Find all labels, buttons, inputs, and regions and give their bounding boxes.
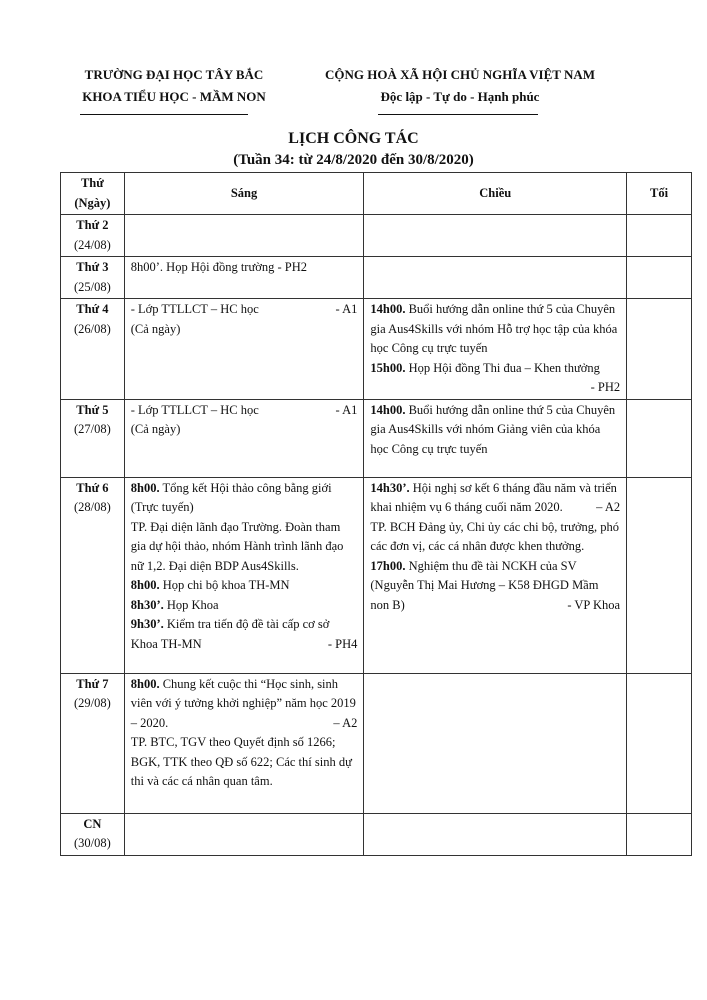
organization-block bbox=[64, 64, 284, 108]
entry-text: Nghiệm thu đề tài NCKH của SV (Nguyễn Thị Mai Hương – K58 ĐHGD Mầm non B) bbox=[370, 558, 599, 612]
entry-time: 14h30’. bbox=[370, 480, 410, 495]
afternoon-cell bbox=[364, 257, 627, 299]
day-cell bbox=[61, 477, 125, 673]
evening-cell bbox=[627, 257, 692, 299]
evening-cell bbox=[627, 813, 692, 855]
schedule-entry bbox=[131, 576, 358, 596]
entry-text: Hội nghị sơ kết 6 tháng đầu năm và triển khai nhiệm vụ 6 tháng cuối năm 2020. bbox=[370, 480, 617, 514]
schedule-entry bbox=[131, 733, 358, 792]
day-cell bbox=[61, 399, 125, 477]
day-name: Thứ 7 bbox=[76, 676, 109, 691]
country-name: CỘNG HOÀ XÃ HỘI CHỦ NGHĨA VIỆT NAM bbox=[324, 67, 596, 82]
day-date: (30/08) bbox=[73, 836, 111, 850]
entry-time: 9h30’. bbox=[130, 617, 164, 631]
day-cell bbox=[61, 673, 125, 813]
schedule-row bbox=[61, 257, 692, 299]
day-date: (29/08) bbox=[73, 696, 111, 710]
schedule-entry bbox=[370, 401, 620, 460]
schedule-row bbox=[61, 215, 692, 257]
university-name: TRƯỜNG ĐẠI HỌC TÂY BẮC bbox=[84, 67, 264, 82]
entry-time: 8h00. bbox=[130, 676, 160, 691]
entry-time: 8h00. bbox=[130, 480, 160, 495]
column-header-morning: Sáng bbox=[124, 173, 364, 215]
day-cell bbox=[61, 257, 125, 299]
day-header-label: Thứ bbox=[80, 176, 104, 190]
evening-cell bbox=[627, 477, 692, 673]
afternoon-cell bbox=[364, 399, 627, 477]
entry-text: Họp Hội đồng Thi đua – Khen thưởng bbox=[405, 360, 600, 375]
divider-right bbox=[378, 114, 538, 115]
evening-cell bbox=[627, 399, 692, 477]
morning-cell bbox=[124, 673, 364, 813]
day-date: (24/08) bbox=[73, 237, 111, 252]
schedule-entry bbox=[131, 675, 358, 734]
morning-cell bbox=[124, 813, 364, 855]
entry-text: Tổng kết Hội thảo công bằng giới (Trực tuyến) bbox=[130, 480, 332, 514]
document-header bbox=[0, 64, 707, 124]
day-name: Thứ 4 bbox=[76, 302, 109, 316]
entry-text: Họp chi bộ khoa TH-MN bbox=[159, 578, 290, 592]
morning-cell bbox=[124, 215, 364, 257]
day-date: (25/08) bbox=[73, 279, 111, 294]
schedule-entry bbox=[131, 420, 358, 440]
morning-cell bbox=[124, 299, 364, 400]
schedule-entry bbox=[131, 258, 358, 278]
entry-location: – A2 bbox=[333, 715, 358, 730]
schedule-entry bbox=[131, 596, 358, 616]
entry-location: - PH2 bbox=[590, 380, 621, 394]
entry-time: 14h00. bbox=[370, 302, 406, 316]
day-name: Thứ 2 bbox=[76, 218, 109, 232]
entry-time: 14h00. bbox=[370, 402, 406, 417]
entry-time: 8h00. bbox=[130, 578, 160, 592]
entry-text: Kiểm tra tiến độ đề tài cấp cơ sở Khoa TH-MN bbox=[130, 617, 330, 651]
entry-time: 8h30’. bbox=[130, 597, 164, 612]
schedule-entry bbox=[131, 320, 358, 340]
day-name: CN bbox=[83, 816, 102, 831]
column-header-day bbox=[61, 173, 125, 215]
schedule-entry bbox=[131, 615, 358, 654]
entry-time: 17h00. bbox=[370, 558, 406, 573]
evening-cell bbox=[627, 215, 692, 257]
schedule-row bbox=[61, 299, 692, 400]
entry-text: TP. BTC, TGV theo Quyết định số 1266; BGK, TTK theo QĐ số 622; Các thí sinh dự thi và các cá nhân quan tâm. bbox=[130, 735, 352, 788]
schedule-row bbox=[61, 399, 692, 477]
entry-text: Buổi hướng dẫn online thứ 5 của Chuyên gia Aus4Skills với nhóm Giảng viên của khóa học Công cụ trực tuyến bbox=[370, 402, 616, 456]
table-header-row bbox=[61, 173, 692, 215]
entry-location: – A2 bbox=[596, 500, 621, 514]
schedule-entry bbox=[131, 401, 358, 421]
schedule-entry bbox=[370, 557, 620, 616]
day-cell bbox=[61, 215, 125, 257]
schedule-entry bbox=[131, 300, 358, 320]
schedule-row bbox=[61, 477, 692, 673]
faculty-name: KHOA TIỂU HỌC - MẦM NON bbox=[82, 89, 266, 104]
entry-text: - Lớp TTLLCT – HC học bbox=[130, 302, 259, 316]
entry-text: Chung kết cuộc thi “Học sinh, sinh viên với ý tưởng khởi nghiệp” năm học 2019 – 2020. bbox=[130, 676, 356, 730]
morning-cell bbox=[124, 257, 364, 299]
afternoon-cell bbox=[364, 813, 627, 855]
afternoon-cell bbox=[364, 299, 627, 400]
schedule-entry bbox=[370, 300, 620, 359]
entry-location: - VP Khoa bbox=[567, 597, 621, 612]
entry-text: (Cả ngày) bbox=[130, 422, 181, 436]
entry-location: - PH4 bbox=[327, 636, 358, 651]
day-name: Thứ 5 bbox=[76, 402, 109, 417]
schedule-entry bbox=[131, 479, 358, 518]
date-header-label: (Ngày) bbox=[74, 195, 111, 210]
entry-text: (Cả ngày) bbox=[130, 321, 181, 336]
morning-cell bbox=[124, 477, 364, 673]
morning-cell bbox=[124, 399, 364, 477]
schedule-entry bbox=[370, 359, 621, 394]
schedule-entry bbox=[370, 518, 620, 557]
entry-text: 8h00’. Họp Hội đồng trường - PH2 bbox=[130, 260, 307, 274]
schedule-row bbox=[61, 673, 692, 813]
entry-text: - Lớp TTLLCT – HC học bbox=[130, 402, 259, 417]
evening-cell bbox=[627, 673, 692, 813]
day-cell bbox=[61, 299, 125, 400]
entry-location: - A1 bbox=[335, 302, 358, 316]
national-motto: Độc lập - Tự do - Hạnh phúc bbox=[380, 89, 540, 104]
day-date: (26/08) bbox=[73, 321, 111, 336]
entry-text: Họp Khoa bbox=[163, 597, 219, 612]
column-header-afternoon: Chiều bbox=[364, 173, 627, 215]
schedule-body bbox=[61, 215, 692, 856]
column-header-evening: Tối bbox=[627, 173, 692, 215]
entry-text: TP. Đại diện lãnh đạo Trường. Đoàn tham gia dự hội thảo, nhóm Hành trình lãnh đạo nữ 1,2. Đại diện BDP Aus4Skills. bbox=[130, 519, 344, 573]
afternoon-cell bbox=[364, 477, 627, 673]
day-date: (28/08) bbox=[73, 500, 111, 514]
afternoon-cell bbox=[364, 215, 627, 257]
day-date: (27/08) bbox=[73, 422, 111, 436]
schedule-entry bbox=[370, 479, 620, 518]
afternoon-cell bbox=[364, 673, 627, 813]
national-motto-block bbox=[300, 64, 620, 108]
divider-left bbox=[80, 114, 248, 115]
page-title: LỊCH CÔNG TÁC bbox=[288, 130, 419, 147]
day-name: Thứ 6 bbox=[76, 480, 109, 495]
schedule-table bbox=[60, 172, 692, 856]
entry-time: 15h00. bbox=[370, 360, 406, 375]
schedule-entry bbox=[131, 518, 358, 577]
day-name: Thứ 3 bbox=[76, 260, 109, 274]
page-subtitle: (Tuần 34: từ 24/8/2020 đến 30/8/2020) bbox=[233, 152, 474, 168]
entry-text: TP. BCH Đảng ủy, Chi ủy các chi bộ, trưởng, phó các đơn vị, các cá nhân được khen thưởng. bbox=[370, 519, 620, 553]
schedule-row bbox=[61, 813, 692, 855]
day-cell bbox=[61, 813, 125, 855]
entry-text: Buổi hướng dẫn online thứ 5 của Chuyên gia Aus4Skills với nhóm Hỗ trợ học tập của khóa học Công cụ trực tuyến bbox=[370, 302, 618, 355]
entry-location: - A1 bbox=[335, 402, 358, 417]
evening-cell bbox=[627, 299, 692, 400]
